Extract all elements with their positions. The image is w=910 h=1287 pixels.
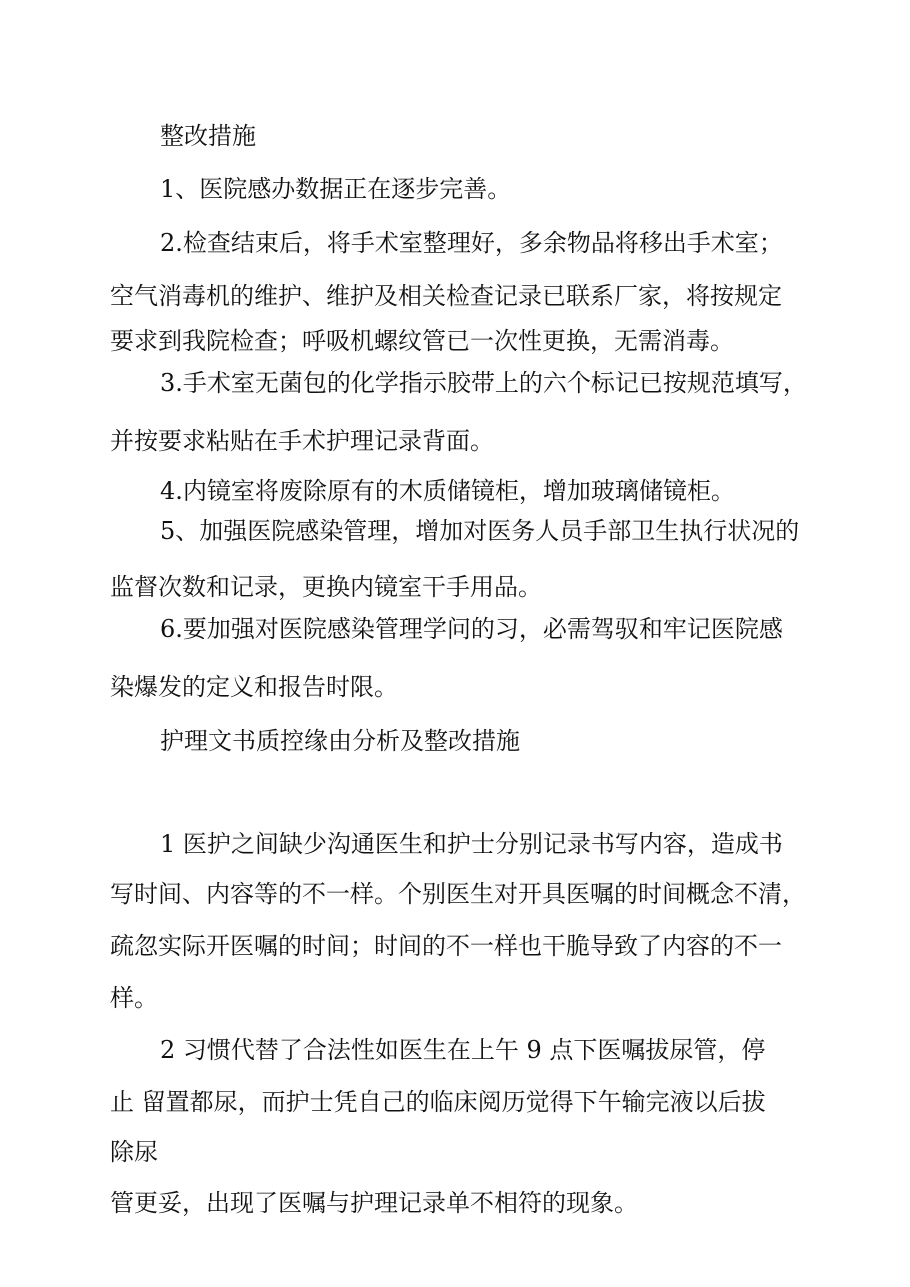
paragraph-item-5-line-2: 监督次数和记录，更换内镜室干手用品。	[110, 573, 542, 601]
paragraph-item-6-line-1: 6.要加强对医院感染管理学问的习，必需驾驭和牢记医院感	[160, 615, 783, 643]
paragraph-item-3-line-1: 3.手术室无菌包的化学指示胶带上的六个标记已按规范填写，	[160, 369, 807, 397]
paragraph-item-5-line-1: 5、加强医院感染管理，增加对医务人员手部卫生执行状况的	[160, 517, 800, 545]
paragraph-cause-1-line-4: 样。	[110, 984, 158, 1012]
paragraph-cause-2-line-4: 管更妥，出现了医嘱与护理记录单不相符的现象。	[110, 1189, 638, 1217]
paragraph-cause-1-line-2: 写时间、内容等的不一样。个别医生对开具医嘱的时间概念不清，	[110, 880, 806, 908]
paragraph-item-4: 4.内镜室将废除原有的木质储镜柜，增加玻璃储镜柜。	[160, 477, 735, 505]
paragraph-item-1: 1、医院感办数据正在逐步完善。	[160, 175, 512, 203]
paragraph-cause-2-line-1: 2 习惯代替了合法性如医生在上午 9 点下医嘱拔尿管，停	[160, 1036, 766, 1064]
paragraph-item-2-line-3: 要求到我院检查；呼吸机螺纹管已一次性更换，无需消毒。	[110, 327, 734, 355]
paragraph-item-2-line-2: 空气消毒机的维护、维护及相关检查记录已联系厂家，将按规定	[110, 282, 782, 310]
section-heading-nursing-documents: 护理文书质控缘由分析及整改措施	[160, 727, 520, 755]
paragraph-item-6-line-2: 染爆发的定义和报告时限。	[110, 673, 398, 701]
paragraph-cause-1-line-1: 1 医护之间缺少沟通医生和护士分别记录书写内容，造成书	[160, 830, 783, 858]
paragraph-cause-1-line-3: 疏忽实际开医嘱的时间；时间的不一样也干脆导致了内容的不一	[110, 932, 782, 960]
paragraph-item-2-line-1: 2.检查结束后，将手术室整理好，多余物品将移出手术室；	[160, 229, 783, 257]
paragraph-cause-2-line-2: 止 留置都尿，而护士凭自己的临床阅历觉得下午输完液以后拔	[110, 1088, 766, 1116]
paragraph-cause-2-line-3: 除尿	[110, 1138, 158, 1166]
section-heading-rectification: 整改措施	[160, 122, 256, 150]
paragraph-item-3-line-2: 并按要求粘贴在手术护理记录背面。	[110, 427, 494, 455]
